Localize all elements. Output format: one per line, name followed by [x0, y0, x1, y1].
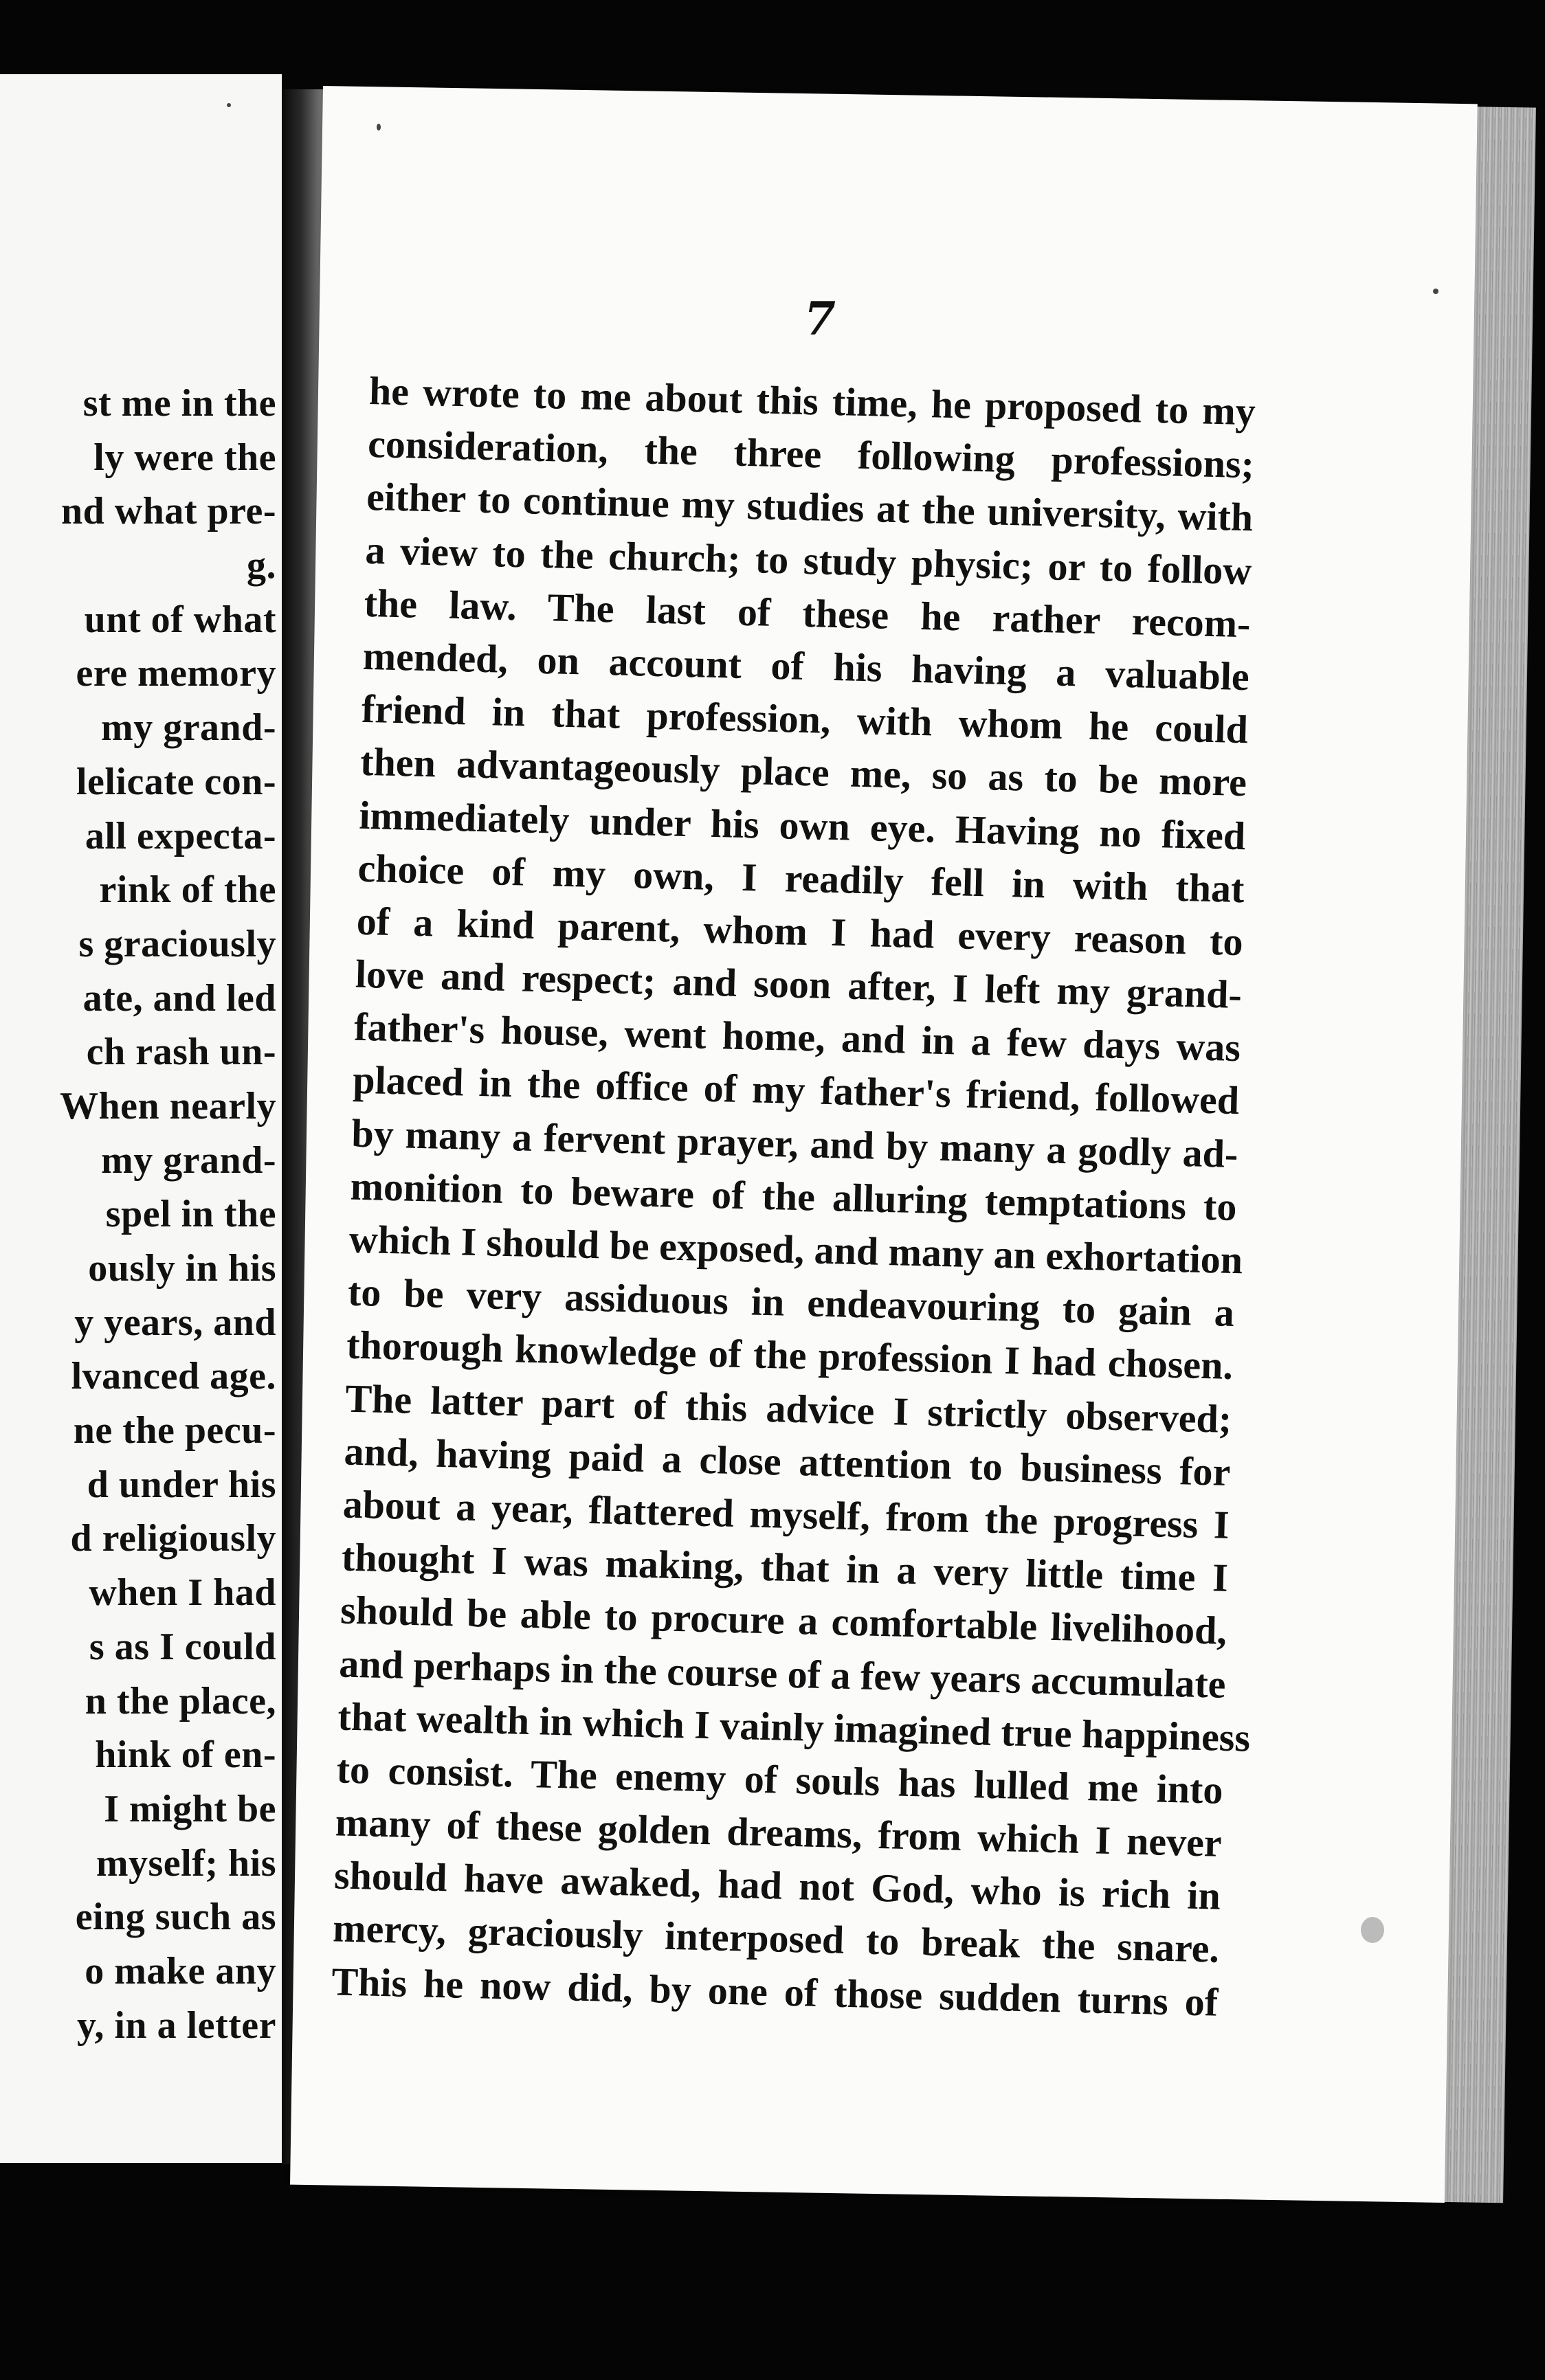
- text-line: mercy, graciously interposed to break the snare.: [332, 1905, 1220, 1972]
- left-line: g.: [247, 544, 276, 587]
- text-line: to consist. The enemy of souls has lulled me into: [336, 1747, 1224, 1812]
- left-line: y, in a letter: [76, 2003, 276, 2047]
- left-line: when I had: [89, 1571, 276, 1615]
- text-line: consideration, the three following professions;: [367, 421, 1255, 487]
- left-line: my grand-: [101, 706, 276, 750]
- left-line: ly were the: [93, 436, 276, 479]
- left-line: d religiously: [70, 1517, 276, 1560]
- scan-speck: [1361, 1917, 1384, 1943]
- left-line: hink of en-: [95, 1733, 276, 1777]
- page-number: 7: [804, 292, 836, 346]
- text-line: thought I was making, that in a very little time I: [341, 1534, 1229, 1601]
- left-line: nd what pre-: [60, 490, 276, 533]
- text-line: many of these golden dreams, from which I never: [335, 1799, 1223, 1865]
- text-line: by many a fervent prayer, and by many a godly ad-: [351, 1110, 1239, 1176]
- left-line: When nearly: [59, 1084, 276, 1127]
- left-line: my grand-: [101, 1138, 276, 1182]
- text-line: the law. The last of these he rather recom-: [364, 580, 1252, 647]
- left-line: ate, and led: [82, 976, 276, 1020]
- left-line: I might be: [104, 1787, 276, 1830]
- text-line: love and respect; and soon after, I left my grand-: [355, 951, 1243, 1018]
- text-line: mended, on account of his having a valuable: [362, 633, 1250, 699]
- text-line: monition to beware of the alluring temptations to: [350, 1163, 1238, 1229]
- left-line: ere memory: [76, 652, 276, 695]
- left-line: y years, and: [74, 1301, 276, 1344]
- left-line: s as I could: [89, 1625, 276, 1668]
- text-line last: This he now did, by one of those sudden turns of: [331, 1958, 1219, 2025]
- left-line: o make any: [85, 1949, 276, 1992]
- left-line: myself; his: [96, 1841, 276, 1885]
- scan-speck: [227, 103, 231, 107]
- text-line: choice of my own, I readily fell in with that: [357, 845, 1245, 911]
- left-line: rink of the: [99, 868, 276, 912]
- left-line: d under his: [87, 1463, 276, 1506]
- text-line: that wealth in which I vainly imagined true happiness: [337, 1694, 1251, 1760]
- scan-speck: [1433, 289, 1438, 294]
- text-line: father's house, went home, and in a few days was: [353, 1004, 1241, 1070]
- left-line: ously in his: [88, 1247, 276, 1290]
- text-line: should have awaked, had not God, who is rich in: [333, 1852, 1221, 1919]
- left-line: n the place,: [85, 1679, 276, 1722]
- text-line: should be able to procure a comfortable livelihood,: [340, 1587, 1227, 1654]
- text-line: immediately under his own eye. Having no fixed: [358, 792, 1246, 858]
- text-line: then advantageously place me, so as to be more: [359, 739, 1247, 805]
- left-line: s graciously: [78, 922, 276, 965]
- left-line: ch rash un-: [86, 1031, 276, 1074]
- left-page: [0, 74, 282, 2163]
- text-line: he wrote to me about this time, he proposed to my: [368, 368, 1256, 434]
- text-line: placed in the office of my father's friend, followed: [352, 1057, 1240, 1123]
- text-line: of a kind parent, whom I had every reason to: [356, 898, 1244, 965]
- left-line: lelicate con-: [76, 760, 276, 803]
- text-line: which I should be exposed, and many an exhortation: [348, 1216, 1243, 1283]
- text-line: either to continue my studies at the university, with: [366, 474, 1254, 540]
- text-line: about a year, flattered myself, from the progress I: [342, 1481, 1230, 1547]
- text-line: thorough knowledge of the profession I had chosen.: [346, 1322, 1234, 1389]
- page-body-text: [331, 364, 1256, 2029]
- text-line: and, having paid a close attention to business for: [343, 1428, 1232, 1494]
- left-line: ne the pecu-: [73, 1409, 276, 1452]
- text-line: The latter part of this advice I strictly observed;: [344, 1376, 1232, 1441]
- left-line: lvanced age.: [71, 1355, 276, 1398]
- text-line: friend in that profession, with whom he could: [361, 686, 1249, 752]
- left-line: st me in the: [82, 382, 276, 425]
- left-line: eing such as: [75, 1896, 276, 1939]
- text-line: to be very assiduous in endeavouring to gain a: [347, 1269, 1235, 1336]
- text-line: a view to the church; to study physic; or to follow: [364, 527, 1253, 593]
- left-line: spel in the: [105, 1193, 276, 1236]
- scan-speck: [377, 124, 381, 131]
- left-line: unt of what: [84, 598, 276, 641]
- text-line: and perhaps in the course of a few years accumulate: [338, 1640, 1227, 1707]
- left-page-text: [0, 377, 282, 2052]
- left-line: all expecta-: [85, 814, 276, 857]
